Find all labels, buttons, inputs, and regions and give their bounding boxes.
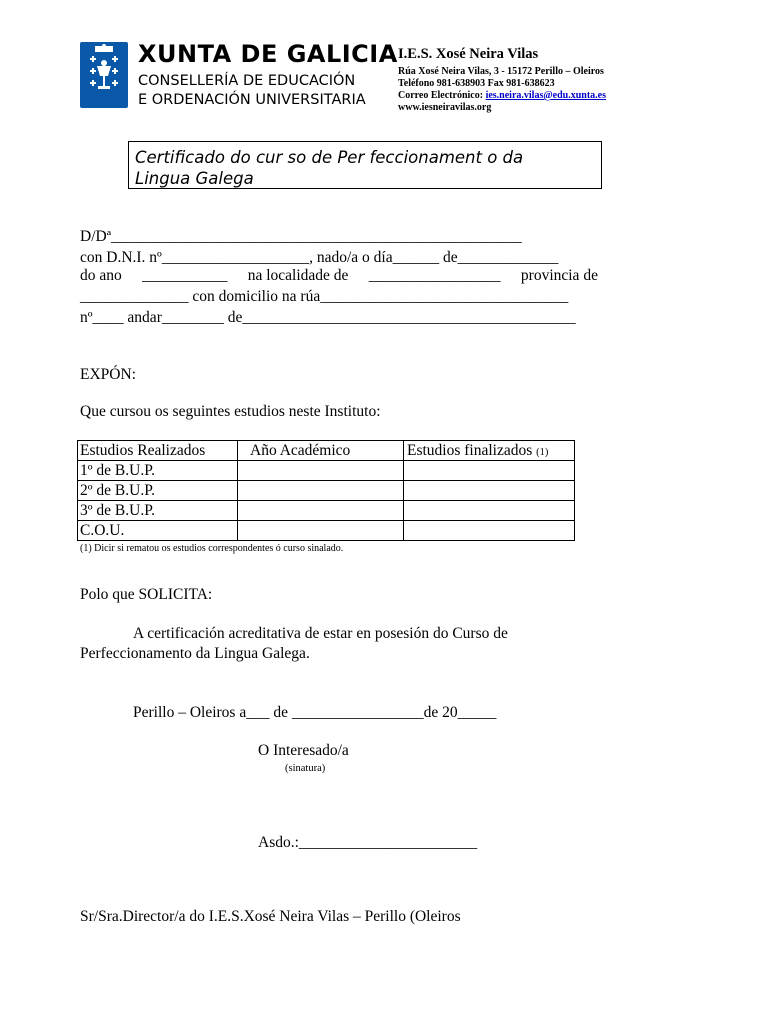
addressee-line: Sr/Sra.Director/a do I.E.S.Xosé Neira Vilas – Perillo (Oleiros xyxy=(80,908,461,925)
school-address: Rúa Xosé Neira Vilas, 3 - 15172 Perillo – Oleiros xyxy=(398,66,604,77)
interested-label: O Interesado/a xyxy=(258,742,349,759)
school-phone: Teléfono 981-638903 Fax 981-638623 xyxy=(398,78,555,89)
place-date-line: Perillo – Oleiros a___ de _________________de 20_____ xyxy=(133,704,497,721)
solicita-heading: Polo que SOLICITA: xyxy=(80,586,213,603)
form-dni-line: con D.N.I. nº___________________, nado/a o día______ de_____________ xyxy=(80,249,559,266)
studies-table xyxy=(77,440,575,541)
email-link[interactable]: ies.neira.vilas@edu.xunta.es xyxy=(485,90,606,101)
org-department-line1: CONSELLERÍA DE EDUCACIÓN xyxy=(138,73,356,89)
document-title-line1: Certificado do cur so de Per feccionament o da xyxy=(135,148,524,167)
table-cell: C.O.U. xyxy=(78,521,238,541)
table-header-cell: Estudios Realizados xyxy=(78,441,238,461)
form-locality-label: na localidade de xyxy=(247,267,349,284)
document-title-line2: Lingua Galega xyxy=(135,169,254,188)
solicita-text-line2: Perfeccionamento da Lingua Galega. xyxy=(80,645,310,662)
form-province-label: provincia de xyxy=(520,267,598,284)
table-header-cell: Año Académico xyxy=(238,441,404,461)
school-name: I.E.S. Xosé Neira Vilas xyxy=(398,46,539,62)
form-floor-line: nº____ andar________ de___________________________________________ xyxy=(80,309,576,326)
form-name-line: D/Dª_____________________________________________________ xyxy=(80,228,522,245)
school-email-line xyxy=(398,90,606,101)
org-department-line2: E ORDENACIÓN UNIVERSITARIA xyxy=(138,92,366,108)
form-year-line xyxy=(80,267,598,285)
table-cell: 1º de B.U.P. xyxy=(78,461,238,481)
table-row xyxy=(78,461,575,481)
table-row xyxy=(78,501,575,521)
form-address-line: ______________ con domicilio na rúa________________________________ xyxy=(80,288,569,305)
table-cell: 3º de B.U.P. xyxy=(78,501,238,521)
solicita-text-line1: A certificación acreditativa de estar en posesión do Curso de xyxy=(133,625,508,642)
table-cell: 2º de B.U.P. xyxy=(78,481,238,501)
signature-note: (sinatura) xyxy=(285,763,326,774)
org-name: XUNTA DE GALICIA xyxy=(138,40,398,68)
table-header-note: (1) xyxy=(536,446,549,458)
school-website[interactable]: www.iesneiravilas.org xyxy=(398,102,492,113)
table-row xyxy=(78,521,575,541)
document-title-box xyxy=(128,141,602,189)
expon-heading: EXPÓN: xyxy=(80,366,136,383)
table-header-row xyxy=(78,441,575,461)
table-row xyxy=(78,481,575,501)
email-label: Correo Electrónico: xyxy=(398,90,486,101)
form-locality-blank: _________________ xyxy=(368,267,501,284)
form-year-blank: ___________ xyxy=(142,267,228,284)
table-header-cell: Estudios finalizados (1) xyxy=(404,441,575,461)
galicia-coat-of-arms-icon xyxy=(80,42,128,108)
form-year-label: do ano xyxy=(80,267,122,284)
signed-by-line: Asdo.:_______________________ xyxy=(258,834,478,851)
table-footnote: (1) Dicir si rematou os estudios correspondentes ó curso sinalado. xyxy=(80,543,344,554)
expon-intro: Que cursou os seguintes estudios neste Instituto: xyxy=(80,403,381,420)
